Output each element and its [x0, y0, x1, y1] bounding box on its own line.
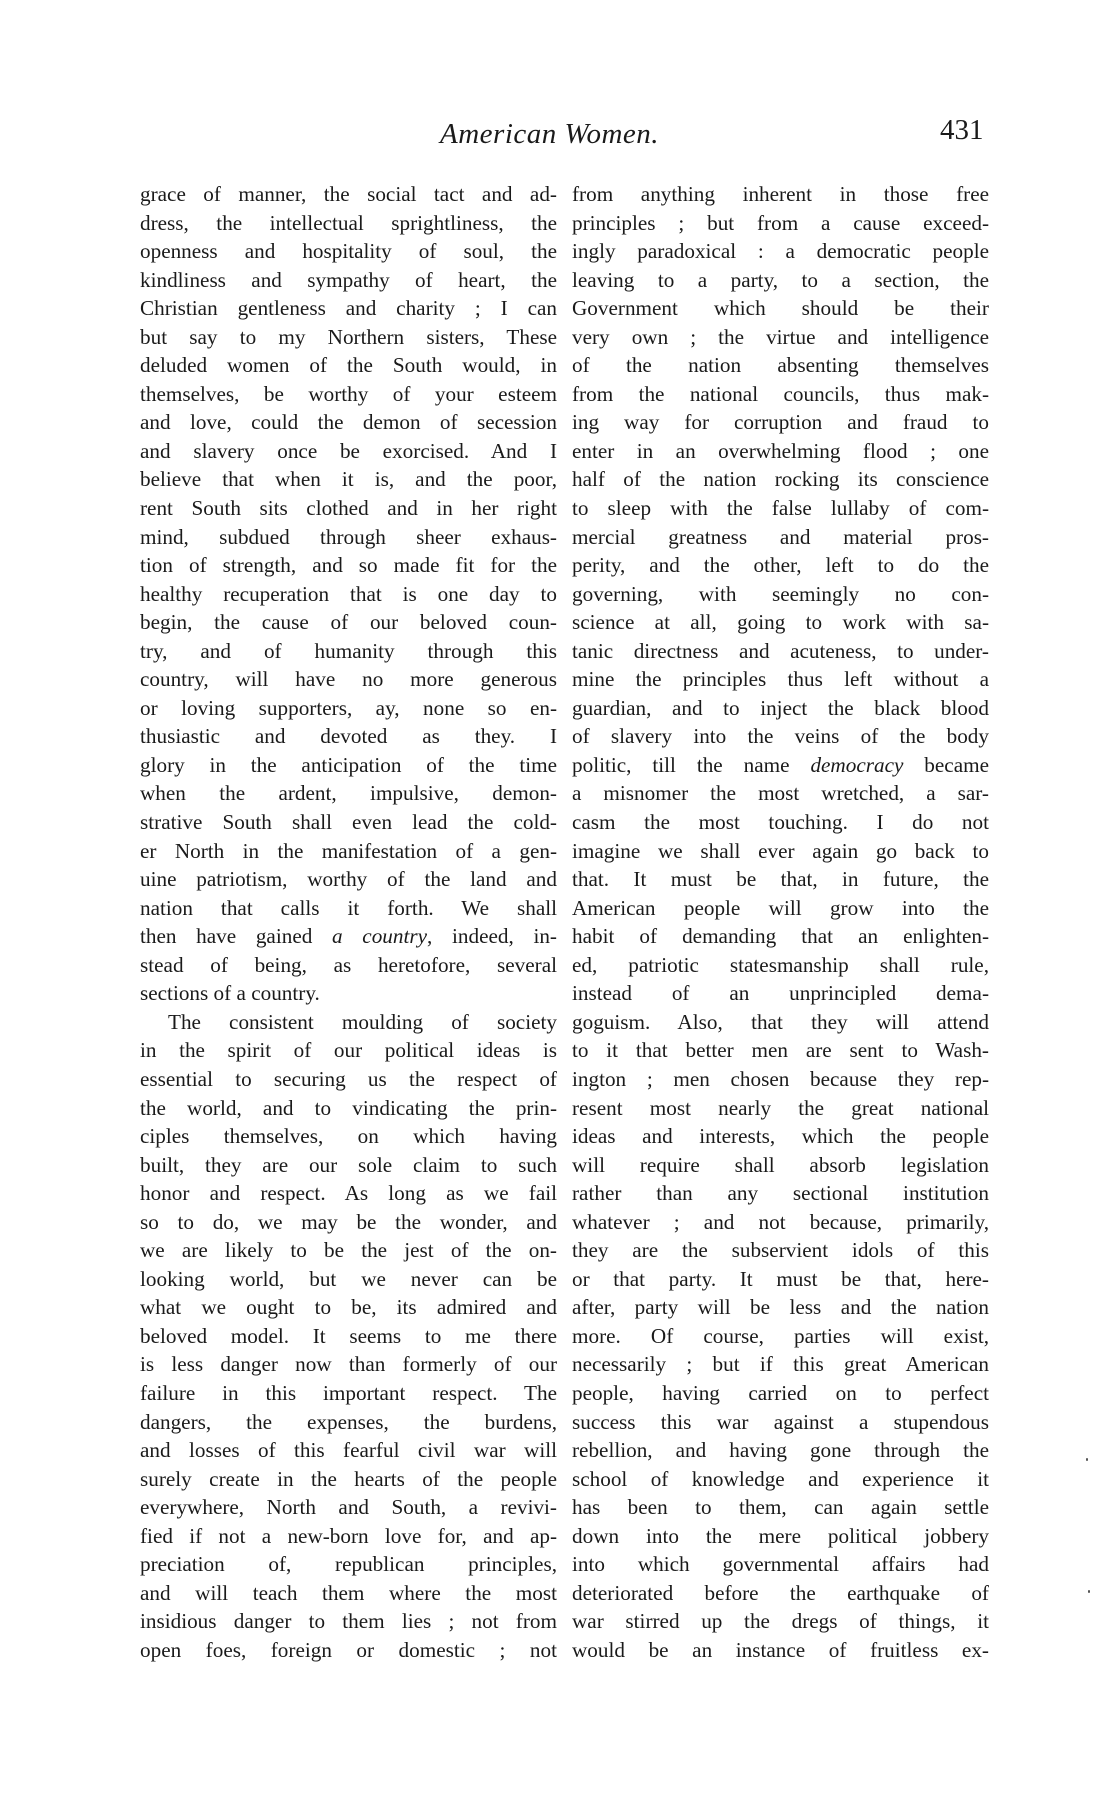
text-line: openness and hospitality of soul, the — [140, 239, 557, 264]
text-line: so to do, we may be the wonder, and — [140, 1209, 557, 1234]
text-line: ed, patriotic statesmanship shall rule, — [572, 952, 989, 977]
text-line: uine patriotism, worthy of the land and — [140, 867, 557, 892]
text-line: or loving supporters, ay, none so en- — [140, 695, 557, 720]
text-line: but say to my Northern sisters, These — [140, 324, 557, 349]
text-line: everywhere, North and South, a revivi- — [140, 1495, 557, 1520]
text-line: insidious danger to them lies ; not from — [140, 1609, 557, 1634]
text-line: Christian gentleness and charity ; I can — [140, 296, 557, 321]
text-line: enter in an overwhelming flood ; one — [572, 438, 989, 463]
text-line: essential to securing us the respect of — [140, 1066, 557, 1091]
text-line: principles ; but from a cause exceed- — [572, 210, 989, 235]
text-line: themselves, be worthy of your esteem — [140, 381, 557, 406]
text-line: preciation of, republican principles, — [140, 1552, 557, 1577]
right-column — [572, 180, 989, 1664]
text-line: tanic directness and acuteness, to under- — [572, 638, 989, 663]
text-line: has been to them, can again settle — [572, 1495, 989, 1520]
text-line: kindliness and sympathy of heart, the — [140, 267, 557, 292]
text-line: necessarily ; but if this great American — [572, 1352, 989, 1377]
text-line: mine the principles thus left without a — [572, 667, 989, 692]
text-line: dangers, the expenses, the burdens, — [140, 1409, 557, 1434]
text-line: habit of demanding that an enlighten- — [572, 924, 989, 949]
text-line: to sleep with the false lullaby of com- — [572, 496, 989, 521]
text-line: war stirred up the dregs of things, it — [572, 1609, 989, 1634]
text-line: dress, the intellectual sprightliness, the — [140, 210, 557, 235]
scan-speck — [1088, 1590, 1090, 1593]
text-line: instead of an unprincipled dema- — [572, 981, 989, 1006]
text-line: in the spirit of our political ideas is — [140, 1038, 557, 1063]
text-line: resent most nearly the great national — [572, 1095, 989, 1120]
text-line: surely create in the hearts of the people — [140, 1466, 557, 1491]
text-line: grace of manner, the social tact and ad- — [140, 182, 557, 206]
running-title: American Women. — [440, 118, 660, 150]
left-column — [140, 180, 557, 1664]
text-line: we are likely to be the jest of the on- — [140, 1238, 557, 1263]
text-line: thusiastic and devoted as they. I — [140, 724, 557, 749]
text-line: of slavery into the veins of the body — [572, 724, 989, 749]
text-line: ing way for corruption and fraud to — [572, 410, 989, 435]
text-line: is less danger now than formerly of our — [140, 1352, 557, 1377]
text-line: people, having carried on to perfect — [572, 1380, 989, 1405]
text-line: tion of strength, and so made fit for the — [140, 553, 557, 578]
text-line: governing, with seemingly no con- — [572, 581, 989, 606]
text-line: believe that when it is, and the poor, — [140, 467, 557, 492]
text-line: success this war against a stupendous — [572, 1409, 989, 1434]
text-line: healthy recuperation that is one day to — [140, 581, 557, 606]
scan-speck — [1086, 1458, 1088, 1461]
text-line: American people will grow into the — [572, 895, 989, 920]
text-line: of the nation absenting themselves — [572, 353, 989, 378]
text-line: school of knowledge and experience it — [572, 1466, 989, 1491]
text-line: try, and of humanity through this — [140, 638, 557, 663]
text-line: or that party. It must be that, here- — [572, 1266, 989, 1291]
text-line: rent South sits clothed and in her right — [140, 496, 557, 521]
text-line: from anything inherent in those free — [572, 182, 989, 206]
text-line: mind, subdued through sheer exhaus- — [140, 524, 557, 549]
text-line: stead of being, as heretofore, several — [140, 952, 557, 977]
text-line: down into the mere political jobbery — [572, 1523, 989, 1548]
text-line: rebellion, and having gone through the — [572, 1438, 989, 1463]
text-line: when the ardent, impulsive, demon- — [140, 781, 557, 806]
text-line: then have gained a country, indeed, in- — [140, 924, 557, 949]
text-line: Government which should be their — [572, 296, 989, 321]
text-line: looking world, but we never can be — [140, 1266, 557, 1291]
page-number: 431 — [940, 114, 984, 146]
page-header — [0, 114, 1120, 158]
text-line: open foes, foreign or domestic ; not — [140, 1637, 557, 1662]
text-line: will require shall absorb legislation — [572, 1152, 989, 1177]
text-line: and slavery once be exorcised. And I — [140, 438, 557, 463]
text-line: sections of a country. — [140, 981, 320, 1006]
text-line: what we ought to be, its admired and — [140, 1295, 557, 1320]
text-line: glory in the anticipation of the time — [140, 752, 557, 777]
text-line: perity, and the other, left to do the — [572, 553, 989, 578]
text-line: ington ; men chosen because they rep- — [572, 1066, 989, 1091]
text-line: and love, could the demon of secession — [140, 410, 557, 435]
text-line: strative South shall even lead the cold- — [140, 810, 557, 835]
text-line: the world, and to vindicating the prin- — [140, 1095, 557, 1120]
text-line: and losses of this fearful civil war will — [140, 1438, 557, 1463]
text-line: fied if not a new-born love for, and ap- — [140, 1523, 557, 1548]
text-line: very own ; the virtue and intelligence — [572, 324, 989, 349]
text-line: ingly paradoxical : a democratic people — [572, 239, 989, 264]
text-line: that. It must be that, in future, the — [572, 867, 989, 892]
text-line: er North in the manifestation of a gen- — [140, 838, 557, 863]
text-line: goguism. Also, that they will attend — [572, 1009, 989, 1034]
text-line: deteriorated before the earthquake of — [572, 1580, 989, 1605]
text-line: to it that better men are sent to Wash- — [572, 1038, 989, 1063]
text-line: rather than any sectional institution — [572, 1181, 989, 1206]
text-line: into which governmental affairs had — [572, 1552, 989, 1577]
text-line: a misnomer the most wretched, a sar- — [572, 781, 989, 806]
text-line: half of the nation rocking its conscience — [572, 467, 989, 492]
text-line: science at all, going to work with sa- — [572, 610, 989, 635]
text-line: beloved model. It seems to me there — [140, 1323, 557, 1348]
text-line: would be an instance of fruitless ex- — [572, 1637, 989, 1662]
text-line: more. Of course, parties will exist, — [572, 1323, 989, 1348]
text-line: ideas and interests, which the people — [572, 1124, 989, 1149]
text-line: mercial greatness and material pros- — [572, 524, 989, 549]
text-line: after, party will be less and the nation — [572, 1295, 989, 1320]
text-line: The consistent moulding of society — [168, 1009, 557, 1034]
text-line: whatever ; and not because, primarily, — [572, 1209, 989, 1234]
text-line: guardian, and to inject the black blood — [572, 695, 989, 720]
text-line: ciples themselves, on which having — [140, 1124, 557, 1149]
text-line: and will teach them where the most — [140, 1580, 557, 1605]
text-line: they are the subservient idols of this — [572, 1238, 989, 1263]
text-line: failure in this important respect. The — [140, 1380, 557, 1405]
text-line: begin, the cause of our beloved coun- — [140, 610, 557, 635]
text-line: casm the most touching. I do not — [572, 810, 989, 835]
text-line: country, will have no more generous — [140, 667, 557, 692]
text-line: built, they are our sole claim to such — [140, 1152, 557, 1177]
text-line: from the national councils, thus mak- — [572, 381, 989, 406]
text-line: imagine we shall ever again go back to — [572, 838, 989, 863]
text-line: deluded women of the South would, in — [140, 353, 557, 378]
text-line: leaving to a party, to a section, the — [572, 267, 989, 292]
text-line: politic, till the name democracy became — [572, 752, 989, 777]
text-line: nation that calls it forth. We shall — [140, 895, 557, 920]
text-line: honor and respect. As long as we fail — [140, 1181, 557, 1206]
